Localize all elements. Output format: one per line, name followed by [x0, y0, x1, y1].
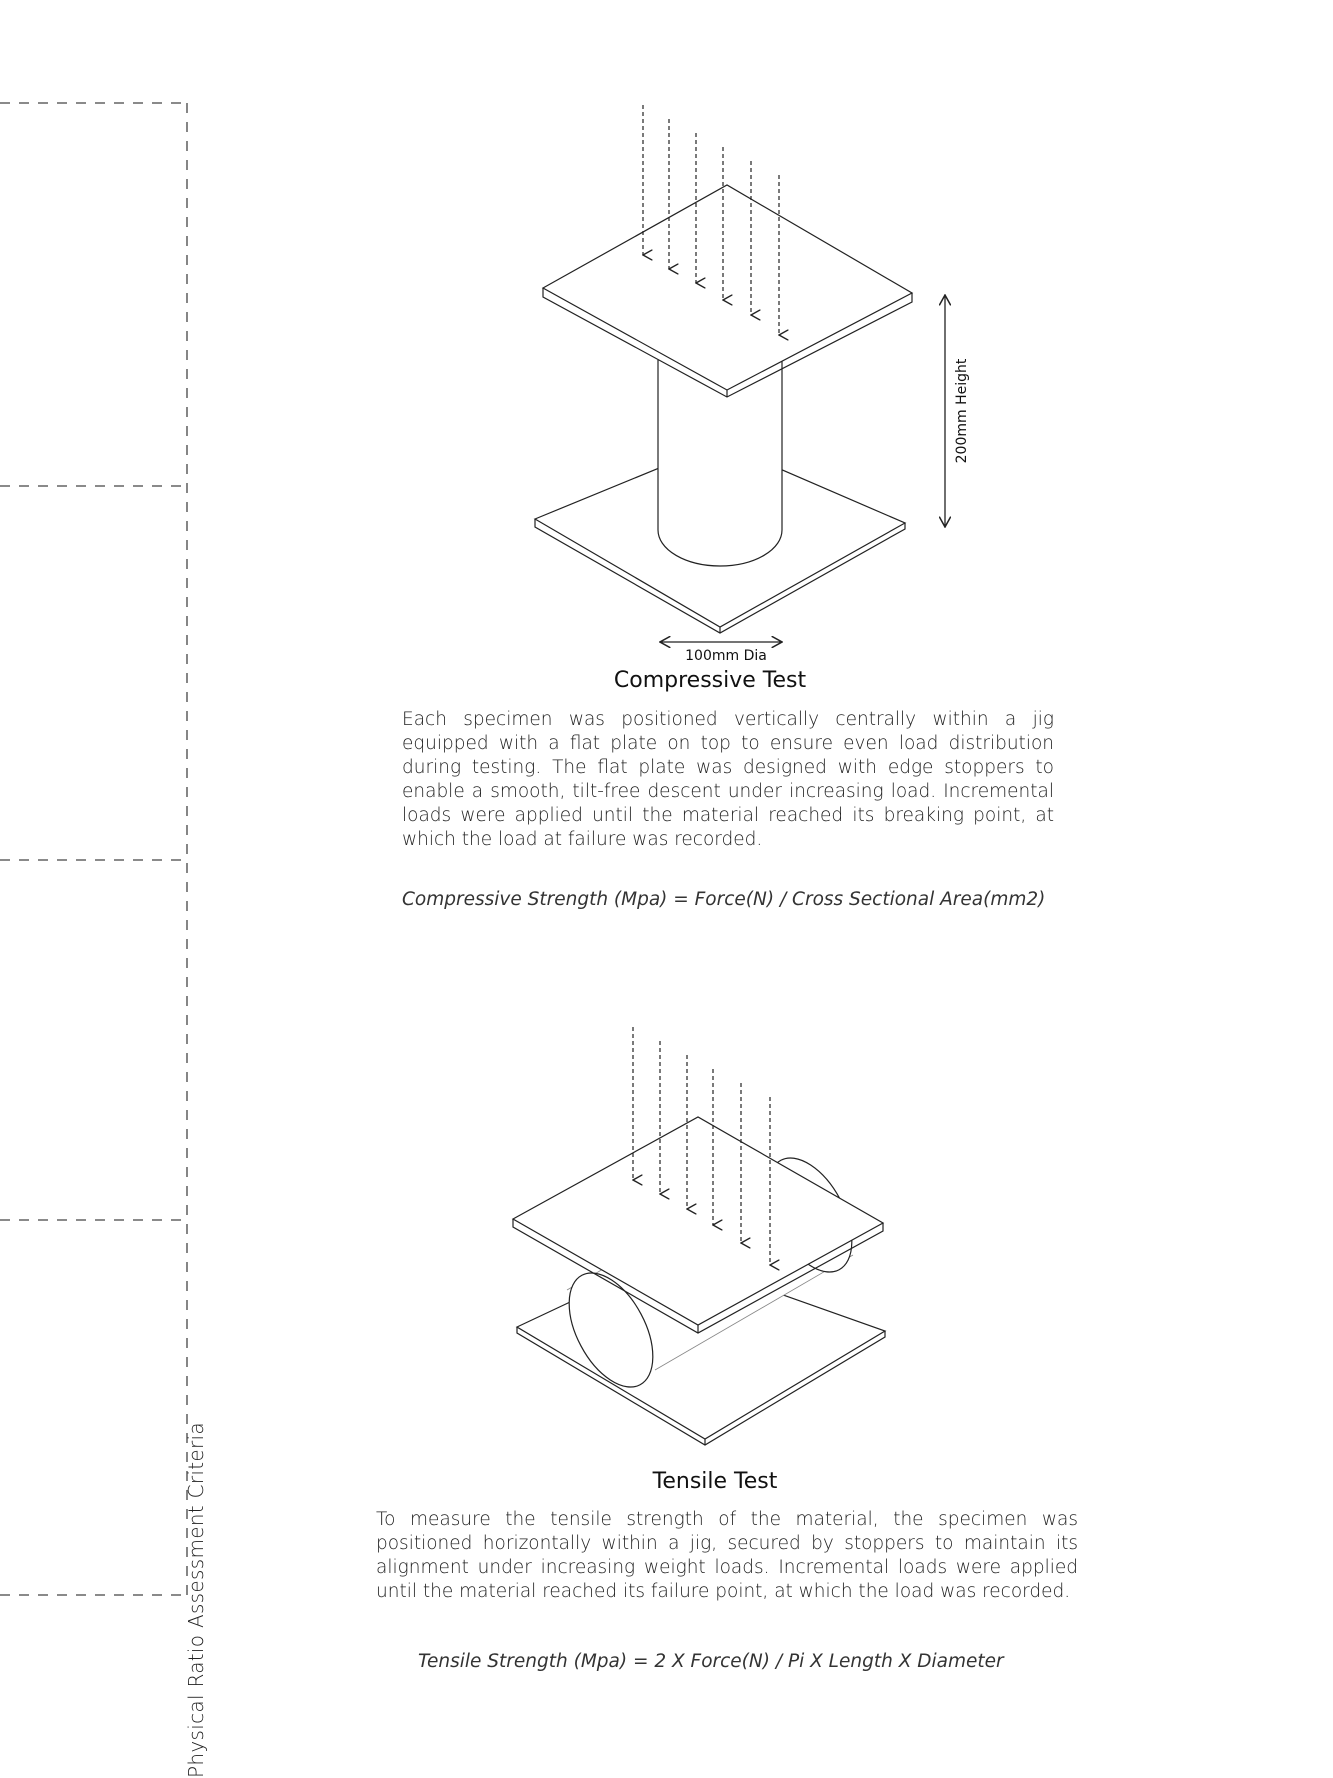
- compressive-test-description: Each specimen was positioned vertically centrally within a jig equipped with a flat plate on top to ensure even load distribution during testing. The flat plate was designed with edge stoppers to enable a smooth, tilt-free descent under increasing load. Incremental loads were applied until the material reached its breaking point, at which the load at failure was recorded.: [402, 709, 1054, 850]
- tensile-test-title: Tensile Test: [652, 1469, 778, 1494]
- dashed-frame: [0, 0, 200, 1736]
- tensile-test-description: To measure the tensile strength of the material, the specimen was positioned horizontally within a jig, secured by stoppers to maintain its alignment under increasing weight loads. Incremental loads were applied until the material reached its failure point, at which the load was recorded.: [376, 1509, 1078, 1602]
- height-label: 200mm Height: [954, 358, 970, 464]
- compressive-strength-formula: Compressive Strength (Mpa) = Force(N) / Cross Sectional Area(mm2): [402, 889, 1046, 910]
- top-plate: [513, 1117, 883, 1333]
- compressive-test-diagram: [520, 95, 1040, 665]
- tensile-test-diagram: [505, 1015, 905, 1455]
- diameter-label: 100mm Dia: [685, 648, 767, 664]
- side-section-label: Physical Ratio Assessment Criteria: [184, 1422, 208, 1778]
- top-plate: [543, 185, 912, 397]
- compressive-test-title: Compressive Test: [613, 668, 807, 693]
- tensile-strength-formula: Tensile Strength (Mpa) = 2 X Force(N) / Pi X Length X Diameter: [418, 1651, 1004, 1672]
- cylinder-specimen: [658, 360, 782, 566]
